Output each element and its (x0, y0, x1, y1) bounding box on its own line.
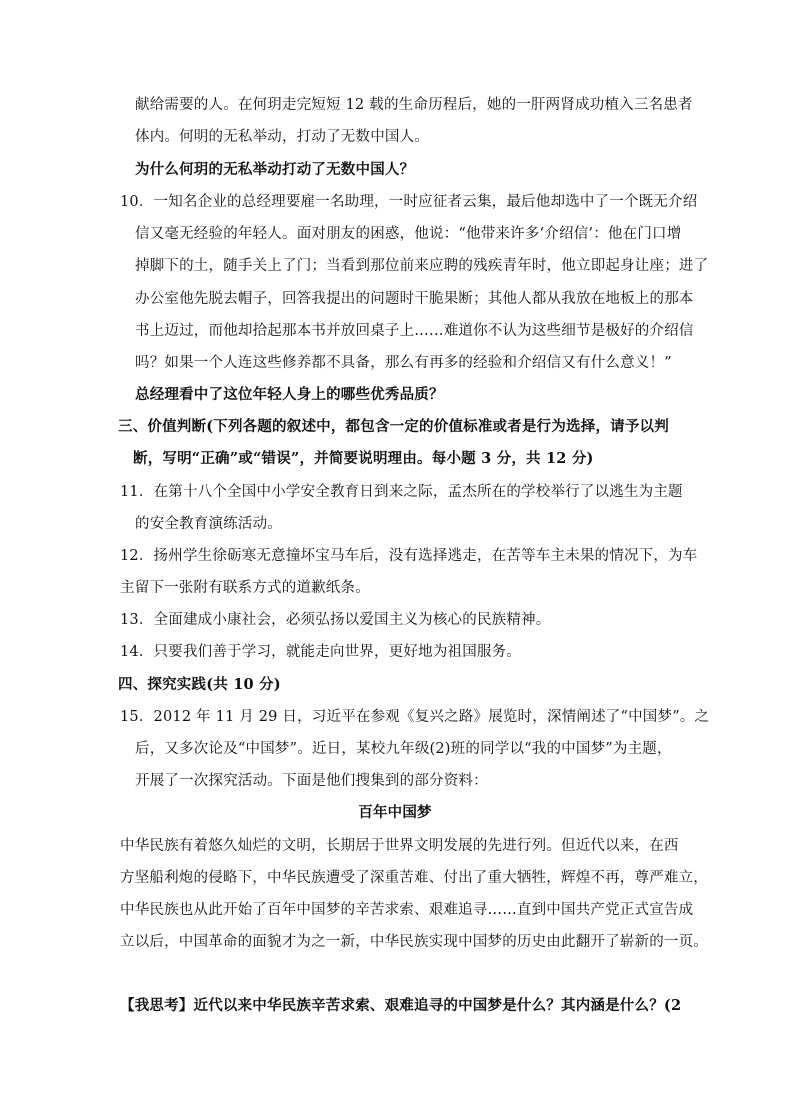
material-text-line: 中华民族有着悠久灿烂的文明，长期居于世界文明发展的先进行列。但近代以来，在西 (120, 838, 679, 854)
question-11: 11．在第十八个全国中小学安全教育日到来之际，孟杰所在的学校举行了以逃生为主题 (120, 484, 683, 500)
body-text-line: 掉脚下的土，随手关上了门；当看到那位前来应聘的残疾青年时，他立即起身让座；进了 (135, 258, 709, 274)
body-text-line: 主留下一张附有联系方式的道歉纸条。 (120, 580, 370, 596)
body-text-line: 吗？如果一个人连这些修养都不具备，那么有再多的经验和介绍信又有什么意义！” (135, 355, 672, 371)
body-text-line: 办公室他先脱去帽子，回答我提出的问题时干脆果断；其他人都从我放在地板上的那本 (135, 291, 694, 307)
section-heading-4: 四、探究实践(共 10 分) (118, 676, 281, 693)
question-12: 12．扬州学生徐砺寒无意撞坏宝马车后，没有选择逃走，在苦等车主未果的情况下，为车 (120, 548, 698, 564)
think-question: 【我思考】近代以来中华民族辛苦求索、艰难追寻的中国梦是什么？其内涵是什么？(2 (120, 997, 682, 1014)
question-prompt: 总经理看中了这位年轻人身上的哪些优秀品质？ (135, 386, 444, 403)
body-text-line: 的安全教育演练活动。 (135, 516, 282, 532)
body-text-line: 献给需要的人。在何玥走完短短 12 载的生命历程后，她的一肝两肾成功植入三名患者 (135, 97, 693, 113)
question-15: 15．2012 年 11 月 29 日，习近平在参观《复兴之路》展览时，深情阐述了“中国梦”。之 (120, 709, 710, 725)
body-text-line: 后，又多次论及“中国梦”。近日，某校九年级(2)班的同学以“我的中国梦”为主题， (135, 741, 672, 757)
section-instructions: 断，写明“正确”或“错误”，并简要说明理由。每小题 3 分，共 12 分) (133, 450, 594, 467)
question-14: 14．只要我们善于学习，就能走向世界，更好地为祖国服务。 (120, 644, 522, 660)
material-text-line: 立以后，中国革命的面貌才为之一新，中华民族实现中国梦的历史由此翻开了崭新的一页。 (120, 934, 708, 950)
body-text-line: 开展了一次探究活动。下面是他们搜集到的部分资料： (135, 773, 488, 789)
material-text-line: 中华民族也从此开始了百年中国梦的辛苦求索、艰难追寻……直到中国共产党正式宣告成 (120, 902, 694, 918)
section-heading-3: 三、价值判断(下列各题的叙述中，都包含一定的价值标准或者是行为选择，请予以判 (118, 418, 669, 435)
body-text-line: 信又毫无经验的年轻人。面对朋友的困惑，他说：“他带来许多‘介绍信’：他在门口增 (135, 226, 682, 242)
question-prompt: 为什么何玥的无私举动打动了无数中国人？ (135, 161, 415, 178)
body-text-line: 书上迈过，而他却拾起那本书并放回桌子上……难道你不认为这些细节是极好的介绍信 (135, 323, 694, 339)
question-10: 10．一知名企业的总经理要雇一名助理，一时应征者云集，最后他却选中了一个既无介绍 (120, 194, 698, 210)
material-title: 百年中国梦 (358, 804, 432, 821)
material-text-line: 方坚船利炮的侵略下，中华民族遭受了深重苦难、付出了重大牺牲，辉煌不再，尊严难立， (120, 870, 708, 886)
body-text-line: 体内。何明的无私举动，打动了无数中国人。 (135, 129, 429, 145)
question-13: 13．全面建成小康社会，必须弘扬以爱国主义为核心的民族精神。 (120, 612, 551, 628)
